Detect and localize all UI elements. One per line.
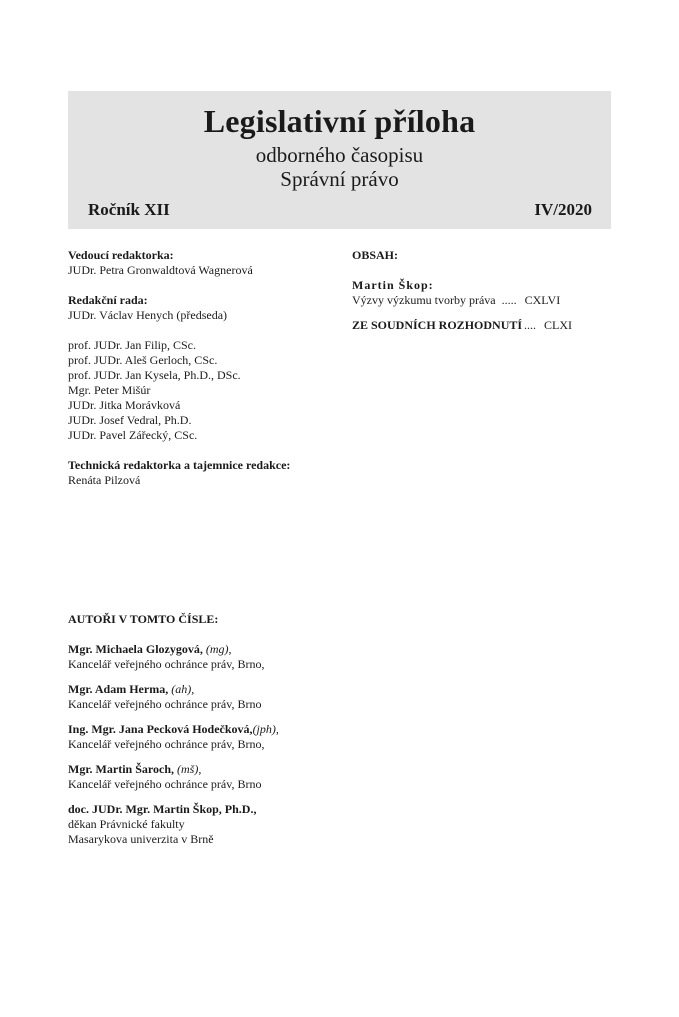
toc-heading: OBSAH:: [352, 248, 399, 262]
author-affiliation: Kancelář veřejného ochránce práv, Brno: [68, 777, 262, 791]
board-member: prof. JUDr. Jan Kysela, Ph.D., DSc.: [68, 368, 241, 382]
authors-section: [68, 612, 368, 857]
subtitle-line: Správní právo: [280, 167, 399, 191]
board-members: [68, 338, 348, 443]
author-entry: [68, 762, 368, 792]
toc-leader-dots: .....: [501, 293, 517, 307]
toc-page-number: CLXI: [544, 318, 573, 332]
toc-row: [352, 293, 617, 308]
board-member: prof. JUDr. Jan Filip, CSc.: [68, 338, 197, 352]
toc-entry[interactable]: [352, 318, 617, 333]
author-entry: [68, 722, 368, 752]
author-abbr: (mg),: [205, 642, 232, 656]
board-member: prof. JUDr. Aleš Gerloch, CSc.: [68, 353, 218, 367]
toc-entry[interactable]: [352, 278, 617, 308]
board-member: JUDr. Josef Vedral, Ph.D.: [68, 413, 192, 427]
author-abbr: (jph),: [252, 722, 279, 736]
author-affiliation: Kancelář veřejného ochránce práv, Brno,: [68, 737, 265, 751]
author-abbr: (mš),: [177, 762, 202, 776]
author-name: Mgr. Michaela Glozygová,: [68, 642, 203, 656]
author-affiliation: Kancelář veřejného ochránce práv, Brno: [68, 697, 262, 711]
chief-editor-label: Vedoucí redaktorka:: [68, 248, 174, 262]
chief-editor-block: [68, 248, 348, 278]
tech-editor-block: [68, 458, 348, 488]
author-name: doc. JUDr. Mgr. Martin Škop, Ph.D.,: [68, 802, 257, 816]
subtitle-line: odborného časopisu: [255, 143, 424, 167]
author-affiliation: děkan Právnické fakulty: [68, 817, 185, 831]
table-of-contents: [352, 248, 617, 343]
board-chair: JUDr. Václav Henych (předseda): [68, 308, 228, 322]
board-member: JUDr. Jitka Morávková: [68, 398, 181, 412]
tech-editor-name: Renáta Pilzová: [68, 473, 141, 487]
author-entry: [68, 642, 368, 672]
masthead: [68, 91, 611, 229]
board-block: [68, 293, 348, 323]
toc-page-number: CXLVI: [524, 293, 561, 307]
volume-label: Ročník XII: [88, 200, 170, 219]
page-title: Legislativní příloha: [203, 103, 476, 139]
author-entry: [68, 682, 368, 712]
author-name: Mgr. Adam Herma,: [68, 682, 169, 696]
author-abbr: (ah),: [171, 682, 195, 696]
author-affiliation: Kancelář veřejného ochránce práv, Brno,: [68, 657, 265, 671]
toc-row: [352, 318, 617, 333]
toc-entry-title: ZE SOUDNÍCH ROZHODNUTÍ: [352, 318, 523, 332]
author-entry: [68, 802, 368, 847]
board-member: JUDr. Pavel Zářecký, CSc.: [68, 428, 198, 442]
author-name: Ing. Mgr. Jana Pecková Hodečková,: [68, 722, 253, 736]
tech-editor-label: Technická redaktorka a tajemnice redakce:: [68, 458, 291, 472]
subtitle: [68, 143, 611, 191]
toc-entry-author: Martin Škop:: [352, 278, 434, 292]
toc-leader-dots: ....: [524, 318, 537, 332]
chief-editor-name: JUDr. Petra Gronwaldtová Wagnerová: [68, 263, 253, 277]
editorial-board: [68, 248, 348, 503]
author-name: Mgr. Martin Šaroch,: [68, 762, 174, 776]
author-affiliation: Masarykova univerzita v Brně: [68, 832, 214, 846]
issue-label: IV/2020: [534, 200, 592, 219]
authors-heading: AUTOŘI V TOMTO ČÍSLE:: [68, 612, 219, 626]
toc-entry-title: Výzvy výzkumu tvorby práva: [352, 293, 496, 307]
board-label: Redakční rada:: [68, 293, 148, 307]
board-member: Mgr. Peter Mišúr: [68, 383, 151, 397]
